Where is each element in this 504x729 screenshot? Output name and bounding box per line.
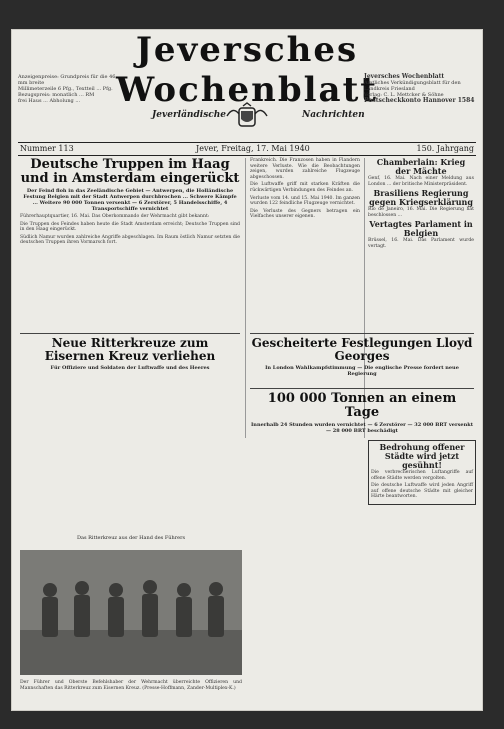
divider — [250, 388, 474, 389]
lead-story — [20, 158, 240, 248]
masthead-left-line: Millimeterzeile 6 Pfg., Textteil ... Pfg. — [18, 86, 113, 92]
right-boxed-article — [368, 440, 476, 505]
lloyd-george-headline: Gescheiterte Festlegungen Lloyd Georges — [251, 336, 473, 363]
article-paragraph: Führerhauptquartier, 16. Mai. Das Oberkommando der Wehrmacht gibt bekannt: — [20, 214, 210, 219]
ritterkreuz-section — [20, 330, 240, 373]
brief-headline: Chamberlain: Krieg der Mächte — [376, 157, 466, 176]
dateline — [18, 142, 476, 156]
brief-headline: Brasiliens Regierung gegen Kriegserklärung — [369, 188, 473, 208]
masthead-left-line: Anzeigenpreise: Grundpreis für die 46 mm breite — [18, 74, 116, 86]
divider — [20, 333, 240, 334]
article-paragraph: Die Verluste des Gegners betragen ein Vielfaches unserer eigenen. — [250, 208, 360, 220]
tonnage-section — [250, 385, 474, 436]
column-four — [368, 158, 474, 252]
newspaper-page — [12, 30, 482, 710]
photo-subcaption: Der Führer und Oberste Befehlshaber der Wehrmacht überreichte Offizieren und Mannschaften das Ritterkreuz zum Eisernen Kreuz. (Presse-Hoffmann, Zander-Multiplex-K.) — [20, 680, 242, 691]
article-paragraph: Rio de Janeiro, 16. Mai. Die Regierung hat beschlossen ... — [368, 207, 474, 218]
article-paragraph: Genf, 16. Mai. Nach einer Meldung aus London ... der britische Ministerpräsident. — [368, 176, 474, 187]
article-paragraph: Die Truppen des Feindes haben heute die Stadt Amsterdam erreicht; Deutsche Truppen sind in den Haag eingerückt. — [20, 221, 240, 233]
tonnage-headline: 100 000 Tonnen an einem Tage — [267, 391, 457, 420]
ritterkreuz-deck: Für Offiziere und Soldaten der Luftwaffe und des Heeres — [50, 365, 210, 371]
article-paragraph: Verluste vom 14. und 15. Mai 1940. Im ganzen wurden 122 feindliche Flugzeuge vernichtet. — [250, 195, 360, 207]
divider — [250, 333, 474, 334]
masthead-right-line: Amtliches Verkündigungsblatt für den — [364, 80, 461, 86]
lead-headline: Deutsche Truppen im Haag und in Amsterdam eingerückt — [20, 157, 240, 186]
masthead-left-box — [18, 74, 126, 104]
brief-headline: Vertagtes Parlament in Belgien — [369, 219, 473, 239]
article-paragraph: Südlich Namur wurden zahlreiche Angriffe abgeschlagen. Im Raum östlich Namur setzten die deutschen Truppen ihren Vormarsch fort. — [20, 234, 240, 246]
article-paragraph: Die deutsche Luftwaffe wird jeden Angriff auf offene deutsche Städte mit gleicher Härte beantworten. — [371, 483, 473, 500]
issue-date: Jever, Freitag, 17. Mai 1940 — [196, 144, 310, 153]
coat-of-arms-icon — [223, 102, 271, 130]
masthead-right-line: Landkreis Friesland — [364, 86, 415, 92]
news-photo — [20, 550, 242, 675]
photo-caption: Das Ritterkreuz aus der Hand des Führers — [76, 535, 186, 541]
article-paragraph: Die Luftwaffe griff mit starken Kräften die rückwärtigen Verbindungen des Feindes an. — [250, 182, 360, 193]
article-paragraph: Brüssel, 16. Mai. Das Parlament wurde vertagt. — [368, 238, 474, 249]
lloyd-george-section — [250, 330, 474, 379]
masthead-subtitle-left: Jeverländische — [152, 110, 227, 120]
column-two — [250, 158, 360, 222]
article-paragraph: Die verbrecherischen Luftangriffe auf offene Städte werden vergolten. — [371, 470, 473, 481]
masthead-subtitle-right: Nachrichten — [302, 110, 365, 120]
masthead-right-line: Postscheckkonto Hannover 1584 — [364, 97, 475, 104]
masthead-left-line: frei Haus ... Abholung ... — [18, 98, 81, 104]
ritterkreuz-headline: Neue Ritterkreuze zum Eisernen Kreuz verliehen — [44, 336, 216, 363]
volume-year: 150. Jahrgang — [416, 144, 474, 153]
newspaper-title: Jeversches Wochenblatt — [116, 30, 378, 110]
lloyd-george-deck: In London Wahlkampfstimmung — Die englische Presse fordert neue Regierung — [265, 365, 459, 377]
soldiers-photo-icon — [20, 550, 242, 675]
masthead-right-line: Verlag: C. L. Mettcker & Söhne — [364, 92, 444, 98]
tonnage-deck: Innerhalb 24 Stunden wurden vernichtet — 6 Zerstörer — 32 000 BRT versenkt — 28 000 BRT beschädigt — [250, 422, 474, 434]
lead-body — [20, 214, 240, 246]
masthead-right-box — [364, 74, 476, 104]
right-boxed-headline: Bedrohung offener Städte wird jetzt gesühnt! — [379, 442, 465, 470]
lead-deck: Der Feind floh in das Zeeländische Gebiet — Antwerpen, die Holländische Festung Belgien mit der Stadt Antwerpen durchbrochen ... Schwere Kämpfe ... Weitere 90 000 Tonnen versenkt — 6 Zerstörer, 5 Handelsschiffe, 4 Transportschiffe vernichtet — [23, 188, 237, 212]
issue-number: Nummer 113 — [20, 144, 74, 153]
masthead-left-line: Bezugspreis: monatlich ... RM — [18, 92, 95, 98]
column-rule — [245, 158, 246, 438]
article-paragraph: Frankreich. Die Franzosen haben in Flandern weitere Verluste. Wie die Beobachtungen zeigen, wurden zahlreiche Flugzeuge abgeschossen. — [250, 158, 360, 180]
masthead-right-line: Jeversches Wochenblatt — [364, 73, 445, 80]
